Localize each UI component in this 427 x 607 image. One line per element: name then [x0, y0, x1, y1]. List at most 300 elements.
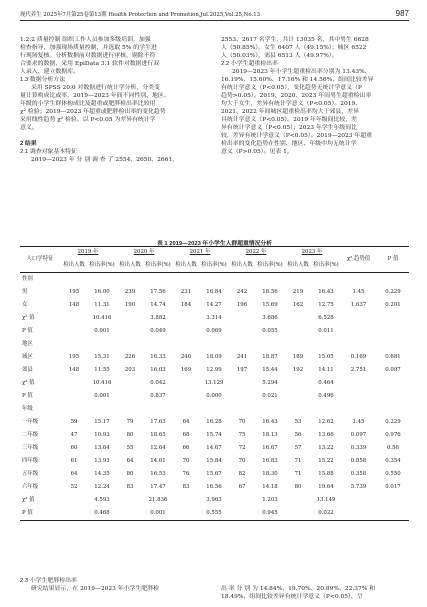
table-cell: 148 — [68, 302, 80, 309]
table-cell: 18.56 — [262, 289, 278, 296]
table-cell: 1.45 — [352, 289, 365, 296]
table-cell: 10.416 — [92, 315, 112, 322]
table-cell: 18.09 — [206, 354, 222, 361]
table-cell — [116, 312, 144, 325]
table-cell: 64 — [70, 471, 78, 478]
table-cell — [377, 273, 409, 287]
table-cell: 3.314 — [206, 315, 222, 322]
table-cell — [172, 494, 200, 507]
table-row — [20, 312, 409, 325]
table-cell: 52 — [70, 484, 78, 491]
row-label: χ² 值 — [22, 315, 35, 322]
table-cell — [116, 377, 144, 390]
table-cell: 75 — [238, 432, 246, 439]
table-cell: 226 — [124, 354, 136, 361]
text-line: 采用线性趋势 χ² 检验。以 P<0.05 为差异有统计学 — [20, 117, 156, 123]
table-cell: 246 — [180, 354, 192, 361]
table-cell: 2.751 — [350, 367, 367, 374]
table-cell: 196 — [236, 302, 248, 309]
table-cell — [256, 338, 284, 351]
running-header — [20, 10, 409, 20]
table-cell: 12.24 — [94, 484, 110, 491]
table-cell: 12.99 — [206, 367, 222, 374]
table-cell: 231 — [180, 289, 192, 296]
table-cell — [116, 338, 144, 351]
table-cell: 219 — [292, 289, 304, 296]
table-cell: 67 — [238, 484, 246, 491]
journal-citation: 现代养生 2025年7月第25卷第13期 Health Protection and Promotion,Jul.2025,Vol.25,No.13 — [20, 12, 261, 18]
table-cell: 11.55 — [94, 367, 110, 374]
rate-header: 检出率(%) — [200, 258, 228, 273]
year-header: 2021 年 — [172, 247, 228, 259]
table-cell — [340, 403, 377, 416]
table-row — [20, 351, 409, 364]
table-cell: 16.43 — [262, 419, 278, 426]
table-cell: 14.18 — [262, 484, 278, 491]
table-cell: 241 — [236, 354, 248, 361]
table-cell: 162 — [292, 302, 304, 309]
table-cell: 15.84 — [206, 458, 222, 465]
table-row — [20, 416, 409, 429]
table-cell — [377, 403, 409, 416]
table-cell: 16.43 — [318, 289, 334, 296]
table-cell — [172, 507, 200, 521]
count-header: 检出人数 — [284, 258, 312, 273]
table-cell: 57 — [294, 445, 302, 452]
table-row — [20, 390, 409, 403]
table-row — [20, 338, 409, 351]
text-line: 均大于女生，差异有统计学意义（P<0.05）。2019、 — [221, 101, 362, 107]
table-cell — [312, 273, 340, 287]
section-heading: 2.1 调查对象基本特征 — [20, 149, 77, 155]
rate-header: 检出率(%) — [144, 258, 172, 273]
table-cell — [284, 390, 312, 403]
table-cell — [340, 390, 377, 403]
table-cell — [228, 325, 256, 338]
table-cell: 17.47 — [150, 484, 166, 491]
table-cell: 13.22 — [318, 445, 334, 452]
stub-header: 人口学特征 — [20, 247, 60, 273]
text-line: 2021、2022 年间城区超重检出率均大于郊县，差异 — [221, 109, 359, 115]
table-cell — [116, 403, 144, 416]
text-line: 量计算构成比或率，2019—2023 年间不同性别、地区、 — [20, 93, 170, 99]
table-cell — [228, 338, 256, 351]
table-cell — [228, 273, 256, 287]
table-cell — [312, 403, 340, 416]
table-cell: 15.31 — [94, 354, 110, 361]
page-number: 987 — [395, 9, 409, 18]
table-cell: 72 — [238, 445, 246, 452]
table-cell: 13.64 — [94, 445, 110, 452]
table-cell: 0.001 — [94, 328, 110, 335]
table-cell: 4.593 — [94, 497, 110, 504]
table-cell: 17.56 — [150, 289, 166, 296]
count-header: 检出人数 — [228, 258, 256, 273]
table-cell — [256, 403, 284, 416]
left-column — [20, 36, 208, 164]
table-cell — [172, 403, 200, 416]
table-row — [20, 494, 409, 507]
row-label: χ² 值 — [22, 380, 35, 387]
table-row — [20, 364, 409, 377]
table-cell: 0.069 — [206, 328, 222, 335]
text-line: 2019—2023 年小学生超重检出率分别为 13.43%、 — [232, 69, 371, 75]
table-cell — [60, 494, 88, 507]
table-cell: 197 — [236, 367, 248, 374]
text-line: 较，差异有统计学意义（P<0.05）。2019—2023 年超重 — [221, 133, 373, 139]
text-line: 趋势>0.05）。2019、2020、2023 年间男生超重检出率 — [221, 93, 372, 99]
table-cell — [172, 325, 200, 338]
text-line: 具统计学意义（P<0.05）。2019 年年级间比较，差 — [221, 117, 358, 123]
table-row — [20, 273, 409, 287]
table-cell: 13.129 — [204, 380, 224, 387]
row-label: 地区 — [22, 341, 33, 348]
table-cell — [377, 507, 409, 521]
table-cell: 16.67 — [262, 445, 278, 452]
table-cell: 80 — [126, 432, 134, 439]
table-cell: 47 — [70, 432, 78, 439]
text-line: 行现场复核。分析数据前对数据进行审核，剔除不符 — [20, 53, 156, 59]
count-header: 检出人数 — [116, 258, 144, 273]
table-cell: 0.550 — [385, 471, 401, 478]
year-header: 2020 年 — [116, 247, 172, 259]
table-cell — [88, 403, 116, 416]
text-line: 2019—2023 年 分 别 调 查 了 2554、2650、2661、 — [31, 157, 178, 163]
table-cell: 15.44 — [262, 367, 278, 374]
table-cell: 0.555 — [200, 507, 228, 521]
table-cell: 17.63 — [150, 419, 166, 426]
table-cell: 5.739 — [350, 484, 367, 491]
table-cell — [60, 377, 88, 390]
table-cell — [377, 325, 409, 338]
table-cell: 83 — [126, 484, 134, 491]
table-cell — [340, 377, 377, 390]
table-row — [20, 325, 409, 338]
header-rule — [20, 20, 409, 21]
row-label: P 值 — [22, 328, 33, 335]
table-cell: 16.00 — [94, 289, 110, 296]
table-cell: 0.021 — [262, 393, 278, 400]
table-cell — [284, 312, 312, 325]
text-line: 有统计学意义（P<0.05），变化趋势无统计学意义（P — [221, 85, 362, 91]
rate-header: 检出率(%) — [312, 258, 340, 273]
table-cell — [340, 312, 377, 325]
row-label: 性别 — [22, 276, 33, 283]
table-cell: 0.945 — [256, 507, 284, 521]
row-label: 三年级 — [22, 445, 39, 452]
table-cell: 80 — [294, 484, 302, 491]
table-cell: 0.681 — [385, 354, 401, 361]
text-line: 出 率 分 别 为 14.84%、19.70%、20.89%、22.37% 和 — [221, 586, 376, 592]
table-cell: 14.74 — [150, 302, 166, 309]
table-cell: 80 — [126, 471, 134, 478]
table-cell — [377, 494, 409, 507]
table-cell: 16.56 — [206, 484, 222, 491]
table-cell: 0.354 — [385, 458, 401, 465]
row-label: P 值 — [20, 507, 60, 521]
table-cell: 18.87 — [262, 354, 278, 361]
row-label: 城区 — [22, 354, 33, 361]
rate-header: 检出率(%) — [256, 258, 284, 273]
table-cell: 70 — [238, 458, 246, 465]
text-line: 年级的小学生群体构成比及超重或肥胖检出率比较用 — [20, 101, 156, 107]
table-cell: 18.30 — [262, 471, 278, 478]
text-line: 意义（P>0.05）。见表 1。 — [221, 149, 293, 155]
table-cell: 56 — [294, 432, 302, 439]
table-cell: 16.28 — [206, 419, 222, 426]
table-cell: 0.229 — [385, 289, 401, 296]
table-cell — [340, 338, 377, 351]
right-column — [221, 36, 409, 156]
year-header: 2019 年 — [60, 247, 116, 259]
table-cell: 0.976 — [385, 432, 401, 439]
table-cell: 169 — [180, 367, 192, 374]
table-cell: 14.61 — [150, 458, 166, 465]
table-cell: 16.33 — [150, 354, 166, 361]
table-cell — [284, 377, 312, 390]
table-row — [20, 481, 409, 494]
text-line: 合要求的数据，采用 EpiData 3.1 软件对数据进行双 — [20, 61, 160, 67]
table-cell: 3.882 — [150, 315, 166, 322]
table-row — [20, 403, 409, 416]
table-cell — [200, 338, 228, 351]
table-cell — [284, 338, 312, 351]
table-cell: 64 — [182, 419, 190, 426]
table-cell: 0.56 — [386, 445, 399, 452]
table-cell: 203 — [124, 367, 136, 374]
row-label: 二年级 — [22, 432, 39, 439]
table-cell — [340, 494, 377, 507]
text-line: 人（50.85%），女生 6407 人（49.15%）；城区 6522 — [221, 45, 367, 51]
row-label: 一年级 — [22, 419, 39, 426]
table-cell: 14.67 — [206, 445, 222, 452]
table-row — [20, 286, 409, 299]
table-cell — [377, 312, 409, 325]
text-line: 2553、2617 名学生，共计 13035 名，其中男生 6628 — [221, 37, 369, 43]
table-row — [20, 468, 409, 481]
table-cell — [60, 312, 88, 325]
table-cell: 15.05 — [318, 354, 334, 361]
table-caption: 表 1 2019—2023 年小学生人群超重情况分析 — [156, 241, 272, 247]
table-cell: 11.31 — [94, 302, 110, 309]
table-cell — [60, 390, 88, 403]
row-label: 女 — [22, 302, 28, 309]
table-cell: 3.963 — [206, 497, 222, 504]
table-cell: 14.27 — [206, 302, 222, 309]
table-cell: 15.88 — [318, 471, 334, 478]
table-cell: 0.049 — [150, 328, 166, 335]
table-cell — [228, 390, 256, 403]
table-cell: 64 — [126, 458, 134, 465]
table-cell: 18.65 — [150, 432, 166, 439]
table-cell: 70 — [238, 419, 246, 426]
table-cell: 242 — [236, 289, 248, 296]
table-cell: 0.358 — [350, 471, 367, 478]
table-cell: 16.83 — [262, 458, 278, 465]
table-cell: 12.75 — [318, 302, 334, 309]
table-cell: 70 — [182, 458, 190, 465]
table-cell — [60, 507, 88, 521]
table-cell: 12.64 — [150, 445, 166, 452]
table-cell: 0.001 — [94, 393, 110, 400]
table-cell: 14.35 — [94, 471, 110, 478]
table-cell: 76 — [182, 471, 190, 478]
text-line: χ² 检验；2019—2023 年超重或肥胖检出率的变化趋势 — [20, 109, 166, 115]
table-cell: 10.93 — [94, 432, 110, 439]
table-cell — [60, 325, 88, 338]
section-heading: 1.3 数据分析方法 — [20, 77, 66, 83]
table-cell: 71 — [294, 471, 302, 478]
table-row — [20, 377, 409, 390]
table-cell — [172, 312, 200, 325]
table-cell — [284, 507, 312, 521]
text-line: 采用 SPSS 20.0 对数据进行统计学分析，分类变 — [31, 85, 160, 91]
table-cell: 15.74 — [206, 432, 222, 439]
table-cell: 10.416 — [92, 380, 112, 387]
table-cell: 0.097 — [350, 432, 367, 439]
table-cell — [88, 338, 116, 351]
row-label: 年级 — [22, 406, 33, 413]
text-line: 人（50.03%），郊县 6513 人（49.97%）。 — [221, 53, 338, 59]
table-row — [20, 455, 409, 468]
table-cell: 0.169 — [350, 354, 367, 361]
table-cell — [256, 273, 284, 287]
table-cell: 0.837 — [150, 393, 166, 400]
table-cell: 15.67 — [206, 471, 222, 478]
table-cell: 13.66 — [318, 432, 334, 439]
table-cell — [284, 403, 312, 416]
table-cell: 16.84 — [206, 289, 222, 296]
table-cell — [116, 494, 144, 507]
table-cell — [116, 507, 144, 521]
table-cell: 21.836 — [148, 497, 168, 504]
table-cell — [312, 338, 340, 351]
table-cell: 0.339 — [350, 445, 367, 452]
table-cell: 13.93 — [94, 458, 110, 465]
year-header: 2023 年 — [284, 247, 340, 259]
table-row — [20, 429, 409, 442]
table-cell: 53 — [294, 419, 302, 426]
table-cell — [144, 338, 172, 351]
table-cell — [284, 494, 312, 507]
table-cell: 1.637 — [350, 302, 367, 309]
row-label: 五年级 — [22, 471, 39, 478]
table-cell: 0.022 — [312, 507, 340, 521]
table-cell: 19.64 — [318, 484, 334, 491]
table-cell — [377, 390, 409, 403]
table-cell: 190 — [124, 302, 136, 309]
table-cell: 192 — [292, 367, 304, 374]
table-cell — [60, 338, 88, 351]
table-cell: 239 — [124, 289, 136, 296]
table-cell: 71 — [294, 458, 302, 465]
table-cell: 55 — [126, 445, 134, 452]
table-cell: 61 — [70, 458, 78, 465]
rate-header: 检出率(%) — [88, 258, 116, 273]
table-cell: 16.03 — [150, 367, 166, 374]
table-cell: 16.53 — [150, 471, 166, 478]
table-cell — [284, 325, 312, 338]
results-table — [20, 246, 409, 521]
row-label: 四年级 — [22, 458, 39, 465]
table-cell: 82 — [238, 471, 246, 478]
table-cell — [116, 325, 144, 338]
table-cell — [144, 403, 172, 416]
table-cell — [172, 377, 200, 390]
table-cell — [228, 507, 256, 521]
table-cell: 0.001 — [144, 507, 172, 521]
count-header: 检出人数 — [172, 258, 200, 273]
table-cell — [340, 325, 377, 338]
table-cell: 1.203 — [262, 497, 278, 504]
table-cell: 79 — [126, 419, 134, 426]
table-cell: 0.496 — [318, 393, 334, 400]
table-cell: 195 — [68, 354, 80, 361]
p-header: P 值 — [377, 247, 409, 273]
table-cell: 0.055 — [262, 328, 278, 335]
table-cell — [228, 403, 256, 416]
table-cell — [377, 377, 409, 390]
table-cell: 59 — [70, 419, 78, 426]
table-cell: 0.858 — [350, 458, 367, 465]
table-cell: 0.229 — [385, 419, 401, 426]
table-cell — [116, 273, 144, 287]
table-cell — [340, 273, 377, 287]
year-header: 2022 年 — [228, 247, 284, 259]
text-line: 16.19%、15.60%、17.16% 和 14.56%，组间比较差异 — [221, 77, 374, 83]
table-cell — [172, 390, 200, 403]
text-line: 意义。 — [20, 125, 38, 131]
table-cell: 14.11 — [318, 367, 334, 374]
row-label: 六年级 — [22, 484, 39, 491]
table-cell — [60, 273, 88, 287]
table-cell: 184 — [180, 302, 192, 309]
section-heading: 2 结果 — [20, 141, 37, 147]
table-cell: 15.69 — [262, 302, 278, 309]
table-cell — [228, 312, 256, 325]
table-cell: 66 — [182, 445, 190, 452]
table-cell: 3.686 — [262, 315, 278, 322]
table-cell: 15.22 — [318, 458, 334, 465]
row-label: P 值 — [22, 393, 33, 400]
table-cell — [228, 377, 256, 390]
text-line: 检查指导，加强现场质量控制，并选取 5% 的学生进 — [20, 45, 157, 51]
table-cell — [144, 273, 172, 287]
table-cell — [284, 273, 312, 287]
text-line: 人录入、建立数据库。 — [20, 69, 79, 75]
text-line: 检出率的变化趋势在性别、地区、年级中均无统计学 — [221, 141, 357, 147]
table-cell — [172, 338, 200, 351]
table-cell: 0.468 — [88, 507, 116, 521]
table-cell: 18.13 — [262, 432, 278, 439]
text-line: 研究结果显示，在 2019—2023 年小学生肥胖检 — [31, 586, 159, 592]
count-header: 检出人数 — [60, 258, 88, 273]
table-cell: 12.62 — [318, 419, 334, 426]
table-cell: 13.149 — [316, 497, 336, 504]
table-row — [20, 442, 409, 455]
table-cell: 68 — [182, 432, 190, 439]
table-cell: 148 — [68, 367, 80, 374]
table-cell: 0.097 — [385, 367, 401, 374]
table-cell: 0.017 — [385, 484, 401, 491]
section-heading: 2.2 小学生超重检出率 — [221, 61, 278, 67]
row-label: χ² 值 — [22, 497, 35, 504]
table-cell: 189 — [292, 354, 304, 361]
table-cell: 0.042 — [150, 380, 166, 387]
text-line: 1.2.2 质量控制 组织工作人员参加多级培训，加强 — [20, 37, 151, 43]
table-cell: 0.000 — [206, 393, 222, 400]
table-cell — [377, 338, 409, 351]
